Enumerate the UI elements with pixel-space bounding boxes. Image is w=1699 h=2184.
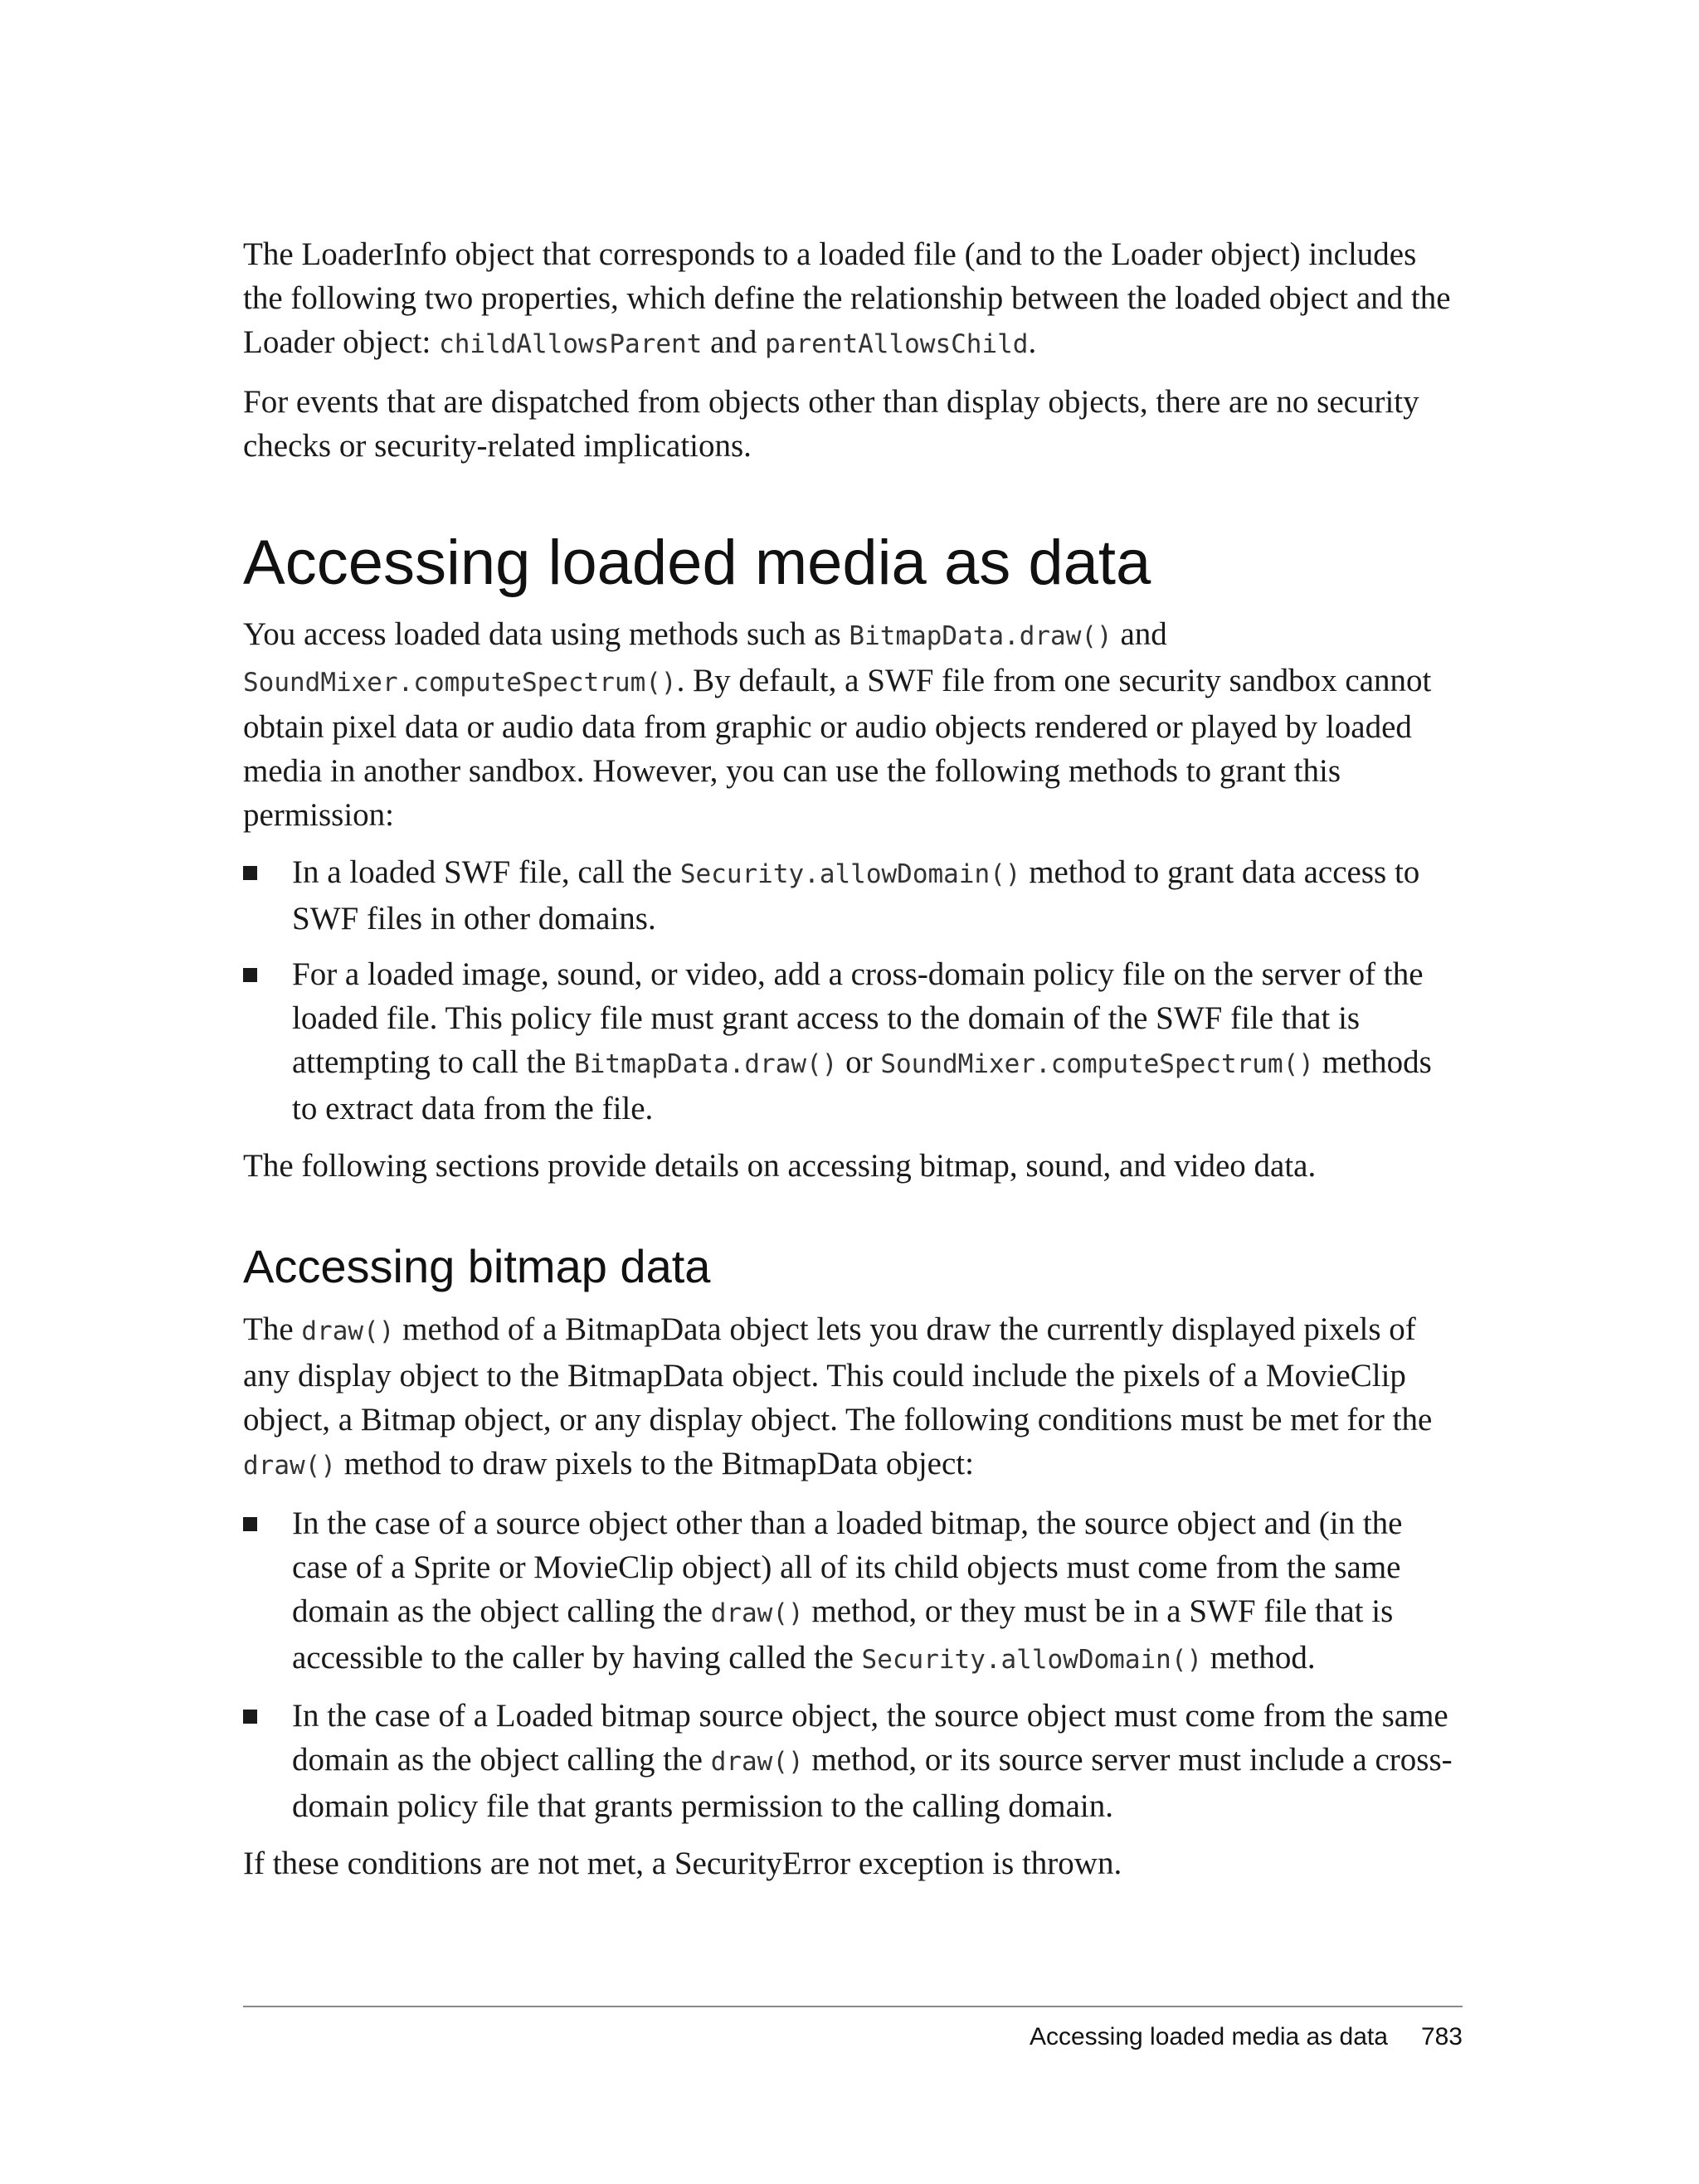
square-bullet-icon [243, 1517, 257, 1531]
section-paragraph-2: The following sections provide details on accessing bitmap, sound, and video data. [243, 1148, 1317, 1184]
subsection-paragraph-2: If these conditions are not met, a SecurityError exception is thrown. [243, 1846, 1122, 1881]
code-security-allowdomain: Security.allowDomain() [861, 1645, 1203, 1675]
subsection-bullet-list [243, 1501, 1463, 1828]
code-bitmapdata-draw: BitmapData.draw() [849, 621, 1112, 651]
list-item: For a loaded image, sound, or video, add a cross-domain policy file on the server of the loaded file. This policy file must grant access to the domain of the SWF file that is attempting to call the BitmapData.draw() or SoundMixer.computeSpectrum() methods to extract data from the file. [243, 952, 1463, 1131]
page-number: 783 [1420, 2023, 1463, 2050]
intro-paragraph-1: The LoaderInfo object that corresponds to a loaded file (and to the Loader object) includes the following two properties, which define the relationship between the loaded object and the Loader object: childAllowsParent and parentAllowsChild. [243, 236, 1451, 360]
code-draw: draw() [710, 1598, 804, 1628]
code-child-allows-parent: childAllowsParent [439, 329, 703, 359]
section-heading: Accessing loaded media as data [243, 528, 1151, 598]
page-footer [243, 2006, 1463, 2054]
section-paragraph-1: You access loaded data using methods such as BitmapData.draw() and SoundMixer.computeSpectrum(). By default, a SWF file from one security sandbox cannot obtain pixel data or audio data from graphic or audio objects rendered or played by loaded media in another sandbox. However, you can use the following methods to grant this permission: [243, 616, 1432, 833]
subsection-paragraph-1: The draw() method of a BitmapData object lets you draw the currently displayed pixels of any display object to the BitmapData object. This could include the pixels of a MovieClip object, a Bitmap object, or any display object. The following conditions must be met for the draw() method to draw pixels to the BitmapData object: [243, 1311, 1433, 1481]
code-bitmapdata-draw: BitmapData.draw() [574, 1049, 838, 1079]
list-item: In the case of a source object other than a loaded bitmap, the source object and (in the case of a Sprite or MovieClip object) all of its child objects must come from the same domain as the object calling the draw() method, or they must be in a SWF file that is accessible to the caller by having called the Security.allowDomain() method. [243, 1501, 1463, 1682]
code-security-allowdomain: Security.allowDomain() [679, 859, 1021, 889]
page-body [243, 232, 1463, 1899]
list-item: In a loaded SWF file, call the Security.allowDomain() method to grant data access to SWF files in other domains. [243, 850, 1463, 941]
code-draw: draw() [243, 1451, 336, 1481]
code-parent-allows-child: parentAllowsChild [765, 329, 1029, 359]
subsection-heading: Accessing bitmap data [243, 1240, 711, 1292]
footer-section-name: Accessing loaded media as data [1029, 2023, 1388, 2050]
intro-paragraph-2: For events that are dispatched from objects other than display objects, there are no security checks or security-related implications. [243, 384, 1419, 464]
code-soundmixer-computespectrum: SoundMixer.computeSpectrum() [243, 668, 677, 698]
square-bullet-icon [243, 866, 257, 880]
list-item: In the case of a Loaded bitmap source object, the source object must come from the same domain as the object calling the draw() method, or its source server must include a cross-domain policy file that grants permission to the calling domain. [243, 1694, 1463, 1828]
code-draw: draw() [301, 1316, 395, 1346]
square-bullet-icon [243, 968, 257, 982]
section-bullet-list [243, 850, 1463, 1131]
code-draw: draw() [710, 1747, 804, 1777]
footer-divider [243, 2006, 1463, 2007]
square-bullet-icon [243, 1710, 257, 1724]
code-soundmixer-computespectrum: SoundMixer.computeSpectrum() [880, 1049, 1314, 1079]
